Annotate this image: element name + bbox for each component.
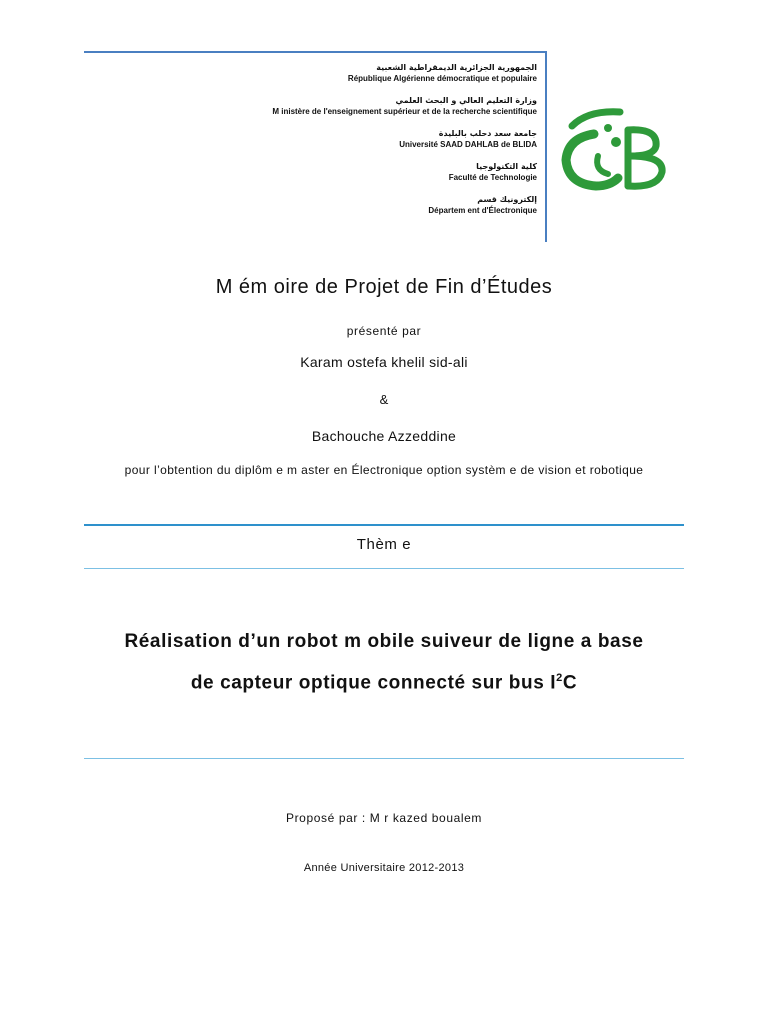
memoir-title: M ém oire de Projet de Fin d’Études	[215, 276, 553, 298]
department-block	[160, 194, 537, 216]
divider-subject-bottom	[84, 758, 684, 759]
ministry-french: M inistère de l'enseignement supérieur et de la recherche scientifique	[272, 107, 537, 116]
divider-theme-bottom	[84, 568, 684, 569]
republic-french: République Algérienne démocratique et populaire	[347, 74, 537, 83]
institution-header	[160, 62, 537, 227]
university-french: Université SAAD DAHLAB de BLIDA	[399, 140, 537, 149]
header-border-top	[84, 51, 546, 53]
subject-superscript: 2	[556, 672, 563, 684]
department-french: Départem ent d'Électronique	[428, 206, 537, 215]
presented-by-label: présenté par	[346, 324, 422, 338]
subject-line-1: Réalisation d’un robot m obile suiveur de ligne a base	[124, 631, 644, 652]
faculty-arabic: كلية التكنولوجيا	[476, 162, 537, 171]
university-logo-icon	[558, 104, 670, 196]
academic-year: Année Universitaire 2012-2013	[303, 862, 465, 874]
supervisor-line: Proposé par : M r kazed boualem	[285, 811, 483, 825]
republic-arabic: الجمهورية الجزائرية الديمقراطية الشعبية	[376, 63, 537, 72]
author-name-2: Bachouche Azzeddine	[311, 428, 457, 444]
department-arabic: إلكترونيك قسم	[477, 195, 537, 204]
diploma-line: pour l’obtention du diplôm e m aster en Électronique option systèm e de vision et robotique	[124, 463, 644, 477]
author-separator: &	[379, 392, 389, 407]
subject-line-2-wrap	[40, 660, 728, 701]
theme-label: Thèm e	[356, 536, 412, 553]
ministry-block	[160, 95, 537, 117]
subject-line-2: de capteur optique connecté sur bus I	[190, 672, 557, 694]
ministry-arabic: وزارة التعليم العالي و البحث العلمي	[395, 96, 537, 105]
subject-end: C	[562, 672, 578, 694]
header-border-right	[545, 51, 547, 242]
faculty-block	[160, 161, 537, 183]
university-block	[160, 128, 537, 150]
author-name-1: Karam ostefa khelil sid-ali	[300, 354, 468, 370]
republic-block	[160, 62, 537, 84]
university-arabic: جامعة سعد دحلب بالبليدة	[438, 129, 537, 138]
project-subject	[40, 624, 728, 701]
divider-theme-top	[84, 524, 684, 526]
faculty-french: Faculté de Technologie	[448, 173, 537, 182]
